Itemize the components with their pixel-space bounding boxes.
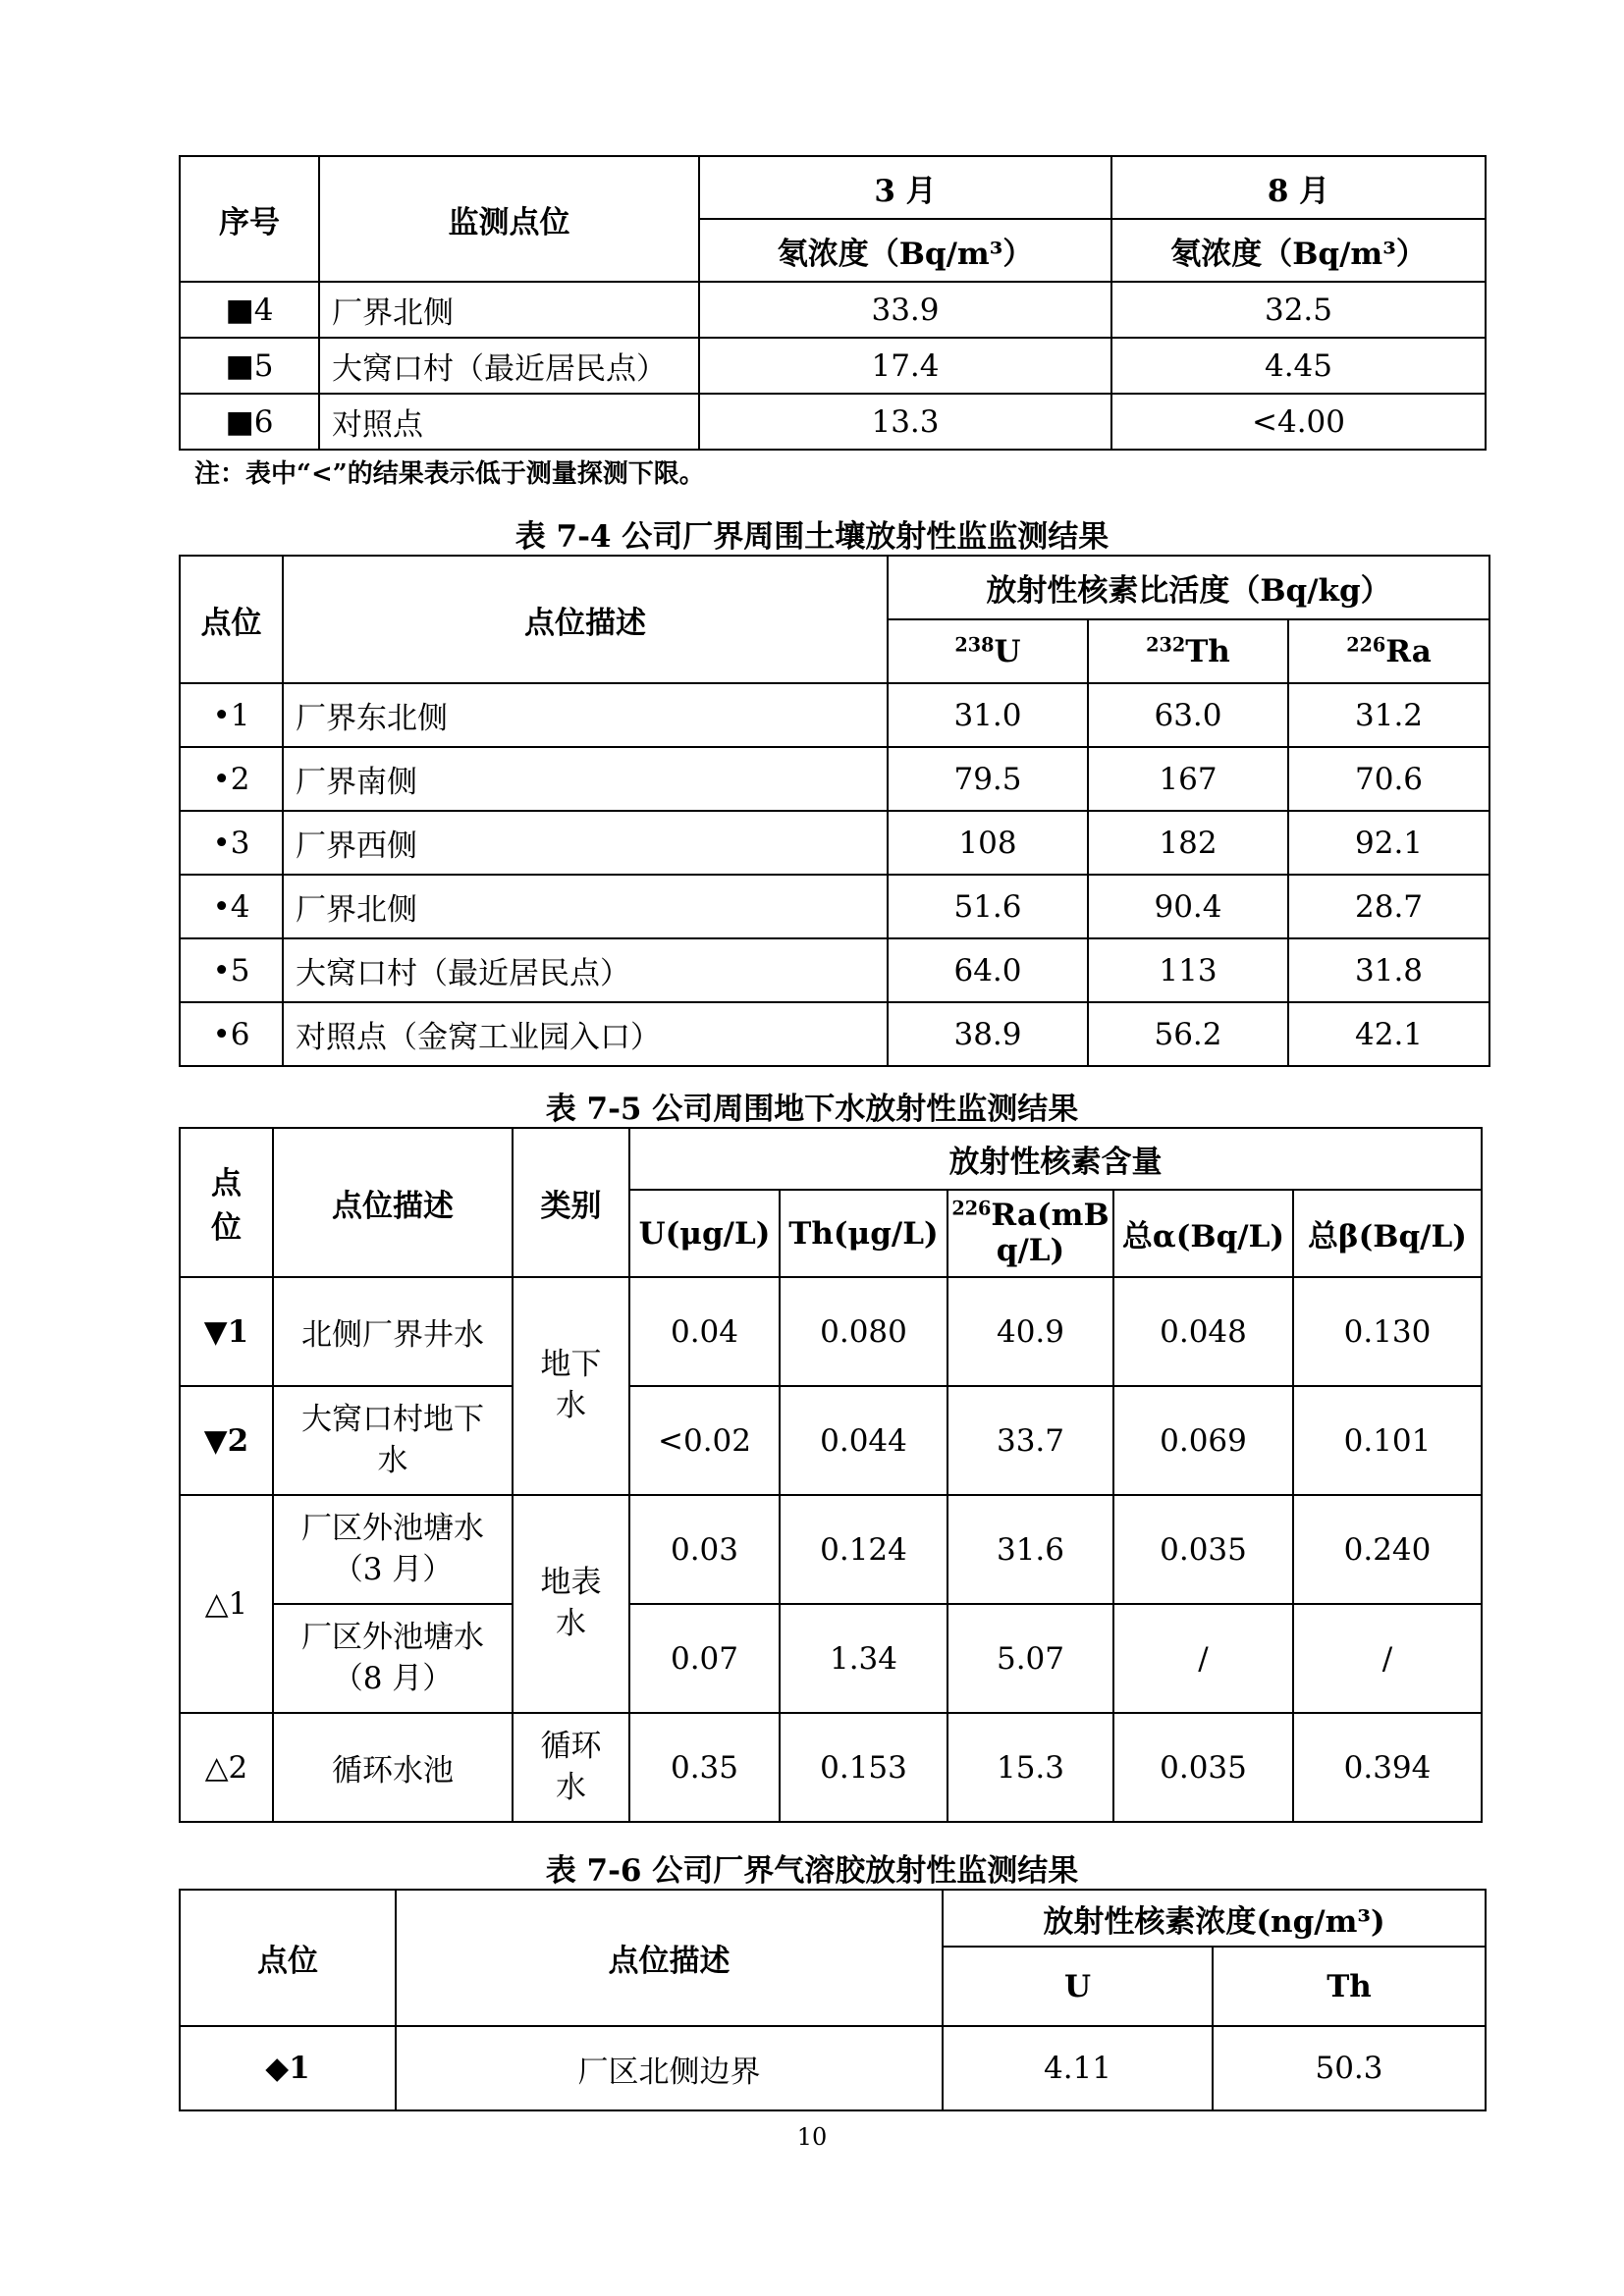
row-th: 167: [1088, 747, 1288, 811]
header-ra226: [1288, 619, 1489, 683]
row-march: 33.9: [699, 282, 1111, 338]
header-point: 点位: [180, 556, 283, 683]
table-row: [180, 811, 1489, 875]
table-row: [180, 1002, 1489, 1066]
row-march: 17.4: [699, 338, 1111, 394]
type-groundwater-line2: 水: [556, 1388, 586, 1423]
row-description: 北侧厂界井水: [273, 1277, 513, 1386]
row-id: •1: [180, 683, 283, 747]
row-ra: 31.6: [947, 1495, 1113, 1604]
row-id: •6: [180, 1002, 283, 1066]
row-u: <0.02: [629, 1386, 780, 1495]
row-ra: 42.1: [1288, 1002, 1489, 1066]
row-alpha: 0.035: [1113, 1495, 1293, 1604]
header-description: 点位描述: [283, 556, 888, 683]
row-u: 0.03: [629, 1495, 780, 1604]
row-ra: 31.8: [1288, 938, 1489, 1002]
header-type: 类别: [513, 1128, 629, 1277]
row-th: 0.124: [780, 1495, 947, 1604]
header-point: [180, 1128, 273, 1277]
row-ra: 40.9: [947, 1277, 1113, 1386]
header-specific-activity: 放射性核素比活度（Bq/kg）: [888, 556, 1489, 619]
header-u: U(μg/L): [629, 1190, 780, 1277]
row-id: ▼2: [180, 1386, 273, 1495]
type-surface-line2: 水: [556, 1606, 586, 1641]
element-symbol: U: [994, 633, 1021, 669]
mass-number: 238: [954, 632, 995, 656]
row-id: ■6: [180, 394, 319, 450]
row-u: 0.04: [629, 1277, 780, 1386]
row-description: 厂界东北侧: [283, 683, 888, 747]
header-radon-conc-march: 氡浓度（Bq/m³）: [699, 219, 1111, 282]
row-beta: 0.130: [1293, 1277, 1482, 1386]
row-id: ■4: [180, 282, 319, 338]
row-u: 51.6: [888, 875, 1088, 938]
header-ra226: [947, 1190, 1113, 1277]
table-row: [180, 747, 1489, 811]
row-th: 0.080: [780, 1277, 947, 1386]
row-th: 113: [1088, 938, 1288, 1002]
mass-number: 226: [1346, 632, 1386, 656]
row-u: 0.35: [629, 1713, 780, 1822]
row-alpha: 0.048: [1113, 1277, 1293, 1386]
row-th: 63.0: [1088, 683, 1288, 747]
row-u: 64.0: [888, 938, 1088, 1002]
row-ra: 31.2: [1288, 683, 1489, 747]
row-march: 13.3: [699, 394, 1111, 450]
type-surface-line1: 地表: [540, 1565, 602, 1601]
row-description-line1: 厂区外池塘水: [301, 1619, 484, 1655]
header-th: Th: [1213, 1947, 1486, 2026]
table-row: [180, 1495, 1482, 1604]
row-u: 4.11: [943, 2026, 1213, 2110]
type-groundwater-line1: 地下: [540, 1347, 602, 1383]
row-name: 厂界北侧: [319, 282, 699, 338]
row-id: •2: [180, 747, 283, 811]
row-u: 31.0: [888, 683, 1088, 747]
mass-number: 232: [1146, 632, 1186, 656]
header-ra-line1: Ra(mB: [991, 1197, 1110, 1233]
table-row: [180, 875, 1489, 938]
header-gross-alpha: 总α(Bq/L): [1113, 1190, 1293, 1277]
row-description: [273, 1386, 513, 1495]
row-description: 对照点（金窝工业园入口）: [283, 1002, 888, 1066]
header-description: 点位描述: [396, 1890, 943, 2026]
row-alpha: 0.035: [1113, 1713, 1293, 1822]
row-ra: 28.7: [1288, 875, 1489, 938]
table-row: [180, 282, 1486, 338]
row-th: 1.34: [780, 1604, 947, 1713]
header-th: Th(μg/L): [780, 1190, 947, 1277]
row-name: 对照点: [319, 394, 699, 450]
element-symbol: Th: [1185, 633, 1230, 669]
type-surface-water: [513, 1495, 629, 1713]
row-ra: 15.3: [947, 1713, 1113, 1822]
row-august: 4.45: [1111, 338, 1486, 394]
row-th: 182: [1088, 811, 1288, 875]
row-ra: 70.6: [1288, 747, 1489, 811]
header-radon-conc-august: 氡浓度（Bq/m³）: [1111, 219, 1486, 282]
soil-table: [179, 555, 1490, 1067]
row-id: △2: [180, 1713, 273, 1822]
table-row: [180, 394, 1486, 450]
row-name: 大窝口村（最近居民点）: [319, 338, 699, 394]
row-description: 厂区北侧边界: [396, 2026, 943, 2110]
table-row: [180, 1604, 1482, 1713]
row-beta: 0.394: [1293, 1713, 1482, 1822]
row-description: 厂界西侧: [283, 811, 888, 875]
row-description: [273, 1495, 513, 1604]
table-row: [180, 1386, 1482, 1495]
row-th: 50.3: [1213, 2026, 1486, 2110]
header-th232: [1088, 619, 1288, 683]
row-description: 厂界南侧: [283, 747, 888, 811]
row-u: 108: [888, 811, 1088, 875]
row-description: 厂界北侧: [283, 875, 888, 938]
row-alpha: 0.069: [1113, 1386, 1293, 1495]
row-u: 0.07: [629, 1604, 780, 1713]
row-th: 0.044: [780, 1386, 947, 1495]
header-description: 点位描述: [273, 1128, 513, 1277]
row-id: •4: [180, 875, 283, 938]
water-table: [179, 1127, 1483, 1823]
row-th: 56.2: [1088, 1002, 1288, 1066]
table-row: [180, 683, 1489, 747]
water-table-caption: 表 7-5 公司周围地下水放射性监测结果: [545, 1092, 1079, 1127]
radon-table: [179, 155, 1487, 451]
page-number: 10: [796, 2123, 828, 2151]
row-ra: 92.1: [1288, 811, 1489, 875]
aerosol-table-caption: 表 7-6 公司厂界气溶胶放射性监测结果: [545, 1853, 1079, 1889]
table-row: [180, 338, 1486, 394]
row-ra: 5.07: [947, 1604, 1113, 1713]
type-groundwater: [513, 1277, 629, 1495]
type-cycle-line2: 水: [556, 1769, 586, 1805]
row-description: 循环水池: [273, 1713, 513, 1822]
row-u: 79.5: [888, 747, 1088, 811]
row-description-line1: 大窝口村地下: [301, 1401, 484, 1437]
table-row: [180, 1713, 1482, 1822]
soil-table-caption: 表 7-4 公司厂界周围土壤放射性监监测结果: [514, 519, 1110, 555]
row-th: 90.4: [1088, 875, 1288, 938]
row-id: △1: [180, 1495, 273, 1713]
element-symbol: Ra: [1385, 633, 1432, 669]
mass-number: 226: [951, 1197, 992, 1220]
row-august: 32.5: [1111, 282, 1486, 338]
row-id: •5: [180, 938, 283, 1002]
row-alpha: /: [1113, 1604, 1293, 1713]
type-circulating-water: [513, 1713, 629, 1822]
aerosol-table: [179, 1889, 1487, 2111]
table-row: [180, 2026, 1486, 2110]
row-description-line2: 水: [377, 1442, 408, 1478]
header-u238: [888, 619, 1088, 683]
header-u: U: [943, 1947, 1213, 2026]
row-th: 0.153: [780, 1713, 947, 1822]
type-cycle-line1: 循环: [540, 1728, 602, 1764]
table-note: 注：表中“<”的结果表示低于测量探测下限。: [194, 459, 705, 489]
header-month-august: 8 月: [1111, 156, 1486, 219]
table-row: [180, 1277, 1482, 1386]
header-point: 点位: [180, 1890, 396, 2026]
row-id: ■5: [180, 338, 319, 394]
header-ra-line2: q/L): [996, 1232, 1065, 1268]
row-description-line2: （3 月）: [332, 1551, 454, 1587]
row-description-line2: （8 月）: [332, 1660, 454, 1696]
row-id: •3: [180, 811, 283, 875]
header-nuclide-concentration: 放射性核素浓度(ng/m³): [943, 1890, 1486, 1947]
row-u: 38.9: [888, 1002, 1088, 1066]
header-point: 监测点位: [319, 156, 699, 282]
table-row: [180, 938, 1489, 1002]
header-point-line1: 点: [211, 1166, 242, 1201]
header-point-line2: 位: [211, 1210, 242, 1246]
row-ra: 33.7: [947, 1386, 1113, 1495]
row-description-line1: 厂区外池塘水: [301, 1510, 484, 1546]
row-beta: 0.101: [1293, 1386, 1482, 1495]
header-seq: 序号: [180, 156, 319, 282]
header-month-march: 3 月: [699, 156, 1111, 219]
header-gross-beta: 总β(Bq/L): [1293, 1190, 1482, 1277]
row-description: 大窝口村（最近居民点）: [283, 938, 888, 1002]
row-id: ▼1: [180, 1277, 273, 1386]
row-august: <4.00: [1111, 394, 1486, 450]
row-beta: /: [1293, 1604, 1482, 1713]
row-beta: 0.240: [1293, 1495, 1482, 1604]
row-id: ◆1: [180, 2026, 396, 2110]
header-nuclide-content: 放射性核素含量: [629, 1128, 1482, 1190]
row-description: [273, 1604, 513, 1713]
